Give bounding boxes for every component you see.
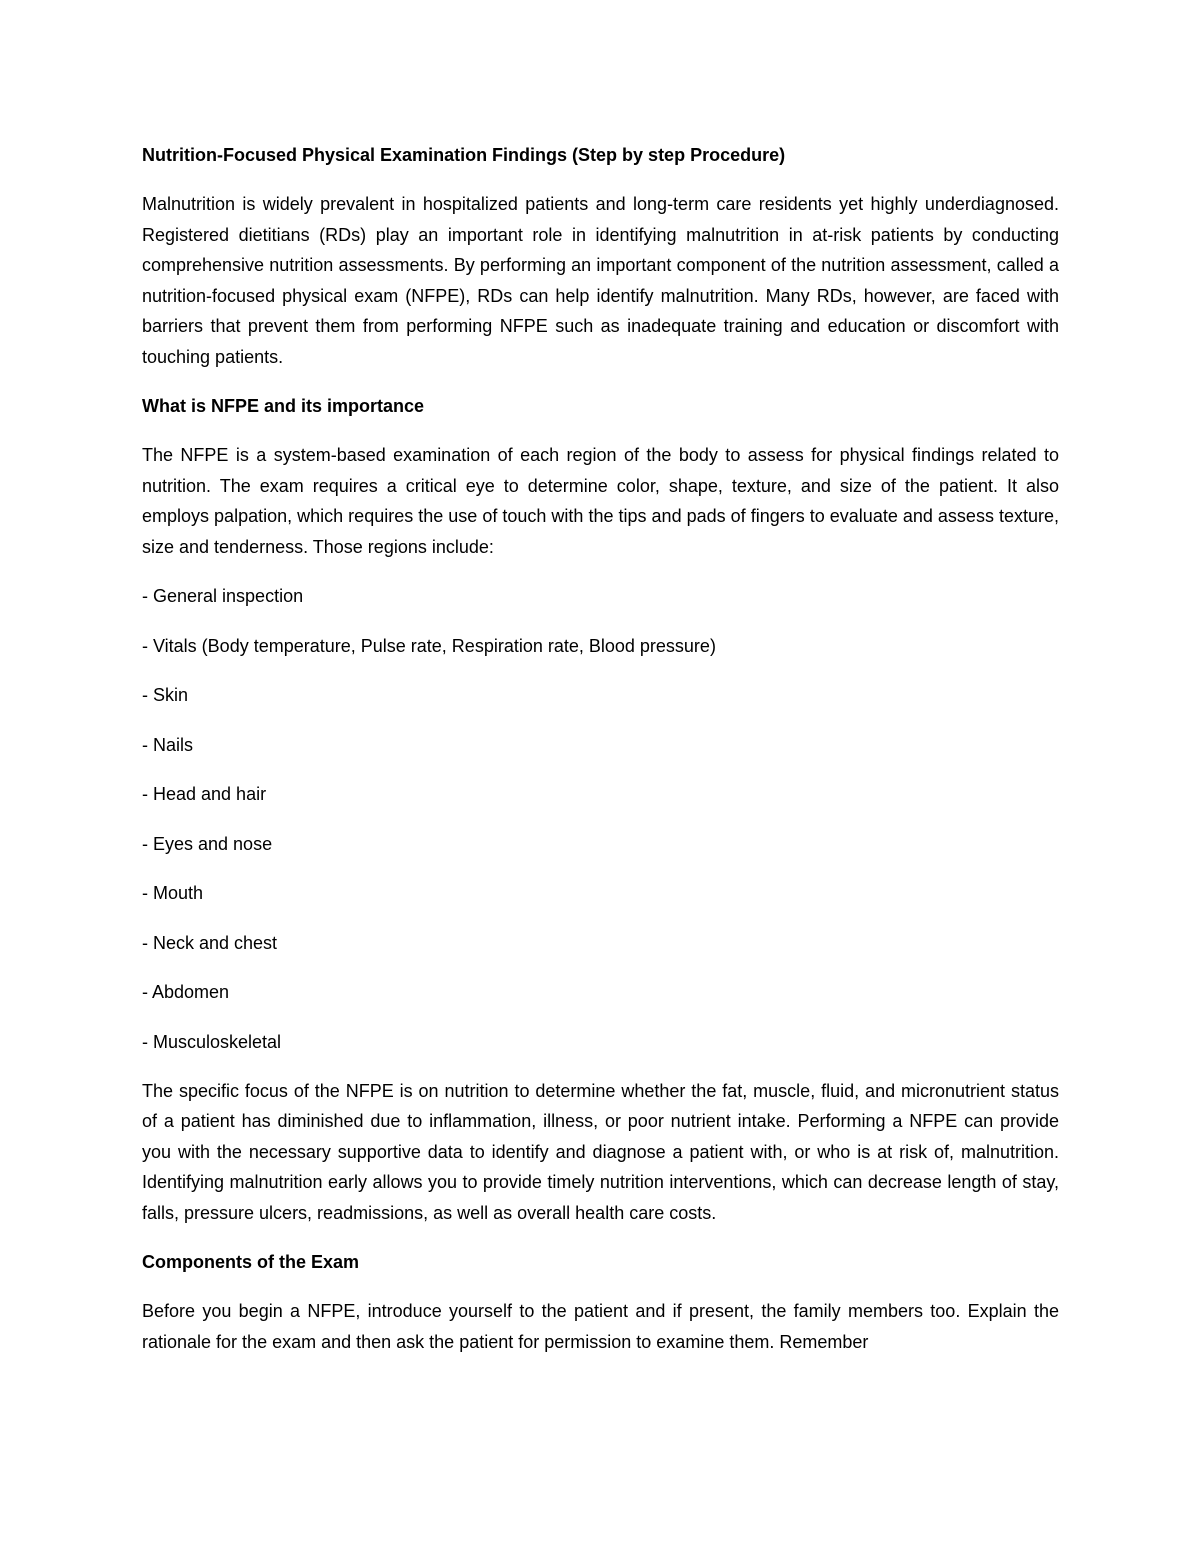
document-page bbox=[142, 140, 1059, 1376]
section-heading-components: Components of the Exam bbox=[142, 1252, 360, 1272]
document-title: Nutrition-Focused Physical Examination Findings (Step by step Procedure) bbox=[142, 145, 786, 165]
body-regions-list bbox=[142, 581, 1059, 1057]
nfpe-focus-paragraph: The specific focus of the NFPE is on nutrition to determine whether the fat, muscle, fluid, and micronutrient status of a patient has diminished due to inflammation, illness, or poor nutrient intake. Performing a NFPE can provide you with the necessary supportive data to identify and diagnose a patient with, or who is at risk of, malnutrition. Identifying malnutrition early allows you to provide timely nutrition interventions, which can decrease length of stay, falls, pressure ulcers, readmissions, as well as overall health care costs. bbox=[142, 1080, 1059, 1223]
list-item: - Neck and chest bbox=[142, 932, 278, 953]
list-item: - Skin bbox=[142, 685, 189, 705]
list-item: - General inspection bbox=[142, 586, 304, 606]
list-item: - Vitals (Body temperature, Pulse rate, Respiration rate, Blood pressure) bbox=[142, 635, 716, 656]
list-item: - Nails bbox=[142, 734, 194, 755]
list-item: - Musculoskeletal bbox=[142, 1031, 282, 1052]
nfpe-description-paragraph: The NFPE is a system-based examination of each region of the body to assess for physical findings related to nutrition. The exam requires a critical eye to determine color, shape, texture, and size of the patient. It also employs palpation, which requires the use of touch with the tips and pads of fingers to evaluate and assess texture, size and tenderness. Those regions include: bbox=[142, 445, 1059, 557]
list-item: - Abdomen bbox=[142, 982, 230, 1002]
list-item: - Head and hair bbox=[142, 784, 267, 804]
components-paragraph: Before you begin a NFPE, introduce yourself to the patient and if present, the family members too. Explain the rationale for the exam and then ask the patient for permission to examine them. Remember bbox=[142, 1301, 1059, 1352]
list-item: - Mouth bbox=[142, 883, 204, 903]
list-item: - Eyes and nose bbox=[142, 833, 273, 854]
section-heading-nfpe-importance: What is NFPE and its importance bbox=[142, 396, 425, 416]
intro-paragraph: Malnutrition is widely prevalent in hospitalized patients and long-term care residents yet highly underdiagnosed. Registered dietitians (RDs) play an important role in identifying malnutrition in at-risk patients by conducting comprehensive nutrition assessments. By performing an important component of the nutrition assessment, called a nutrition-focused physical exam (NFPE), RDs can help identify malnutrition. Many RDs, however, are faced with barriers that prevent them from performing NFPE such as inadequate training and education or discomfort with touching patients. bbox=[142, 194, 1059, 367]
